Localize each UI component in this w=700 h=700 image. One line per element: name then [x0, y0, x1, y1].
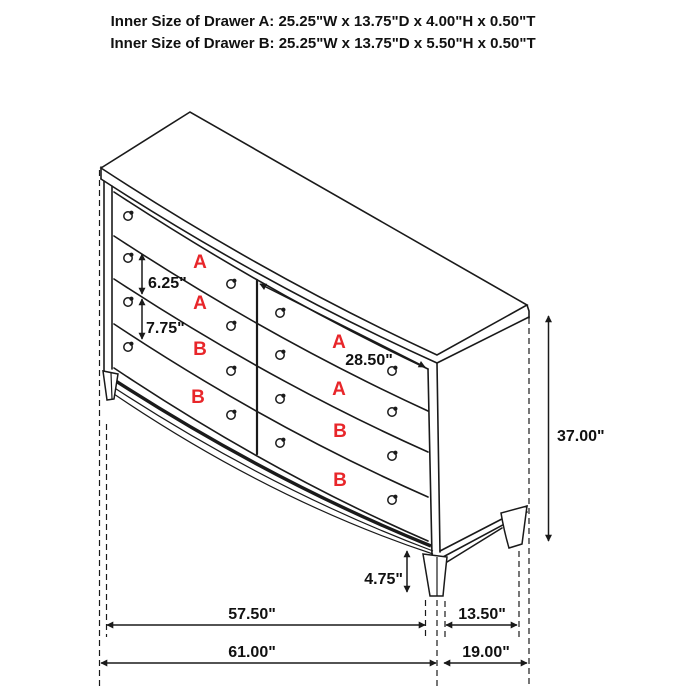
- knob-icon: [276, 308, 286, 318]
- drawer-b-inner-size-text: Inner Size of Drawer B: 25.25"W x 13.75"D x 5.50"H x 0.50"T: [110, 35, 536, 52]
- knob-icon: [124, 342, 134, 352]
- drawer-label-left-4: B: [191, 387, 205, 408]
- knob-icon: [276, 394, 286, 404]
- drawer-label-left-3: B: [193, 339, 207, 360]
- knob-icon: [227, 410, 237, 420]
- dresser-drawing: [100, 112, 530, 688]
- drawer-label-right-1: A: [332, 332, 346, 353]
- knob-icon: [388, 495, 398, 505]
- dim-label-overall-depth: 19.00": [462, 644, 510, 661]
- dim-label-drawer-a-height: 6.25": [148, 275, 187, 292]
- dim-label-side-leg-span: 13.50": [458, 606, 506, 623]
- drawer-label-left-2: A: [193, 293, 207, 314]
- knob-icon: [388, 451, 398, 461]
- knob-icon: [124, 211, 134, 221]
- knob-icon: [124, 297, 134, 307]
- dim-label-leg-height: 4.75": [364, 571, 403, 588]
- front-right-stile: [428, 363, 440, 556]
- drawer-label-right-2: A: [332, 379, 346, 400]
- knob-icon: [276, 350, 286, 360]
- drawer-label-right-4: B: [333, 470, 347, 491]
- drawer-a-inner-size-text: Inner Size of Drawer A: 25.25"W x 13.75"D x 4.00"H x 0.50"T: [110, 13, 536, 30]
- right-side-panel: [440, 318, 529, 688]
- drawer-label-left-1: A: [193, 252, 207, 273]
- dim-label-overall-height: 37.00": [557, 428, 605, 445]
- title-block: [110, 13, 535, 52]
- drawer-label-right-3: B: [333, 421, 347, 442]
- knob-icon: [388, 407, 398, 417]
- rear-right-leg: [501, 506, 527, 548]
- front-left-stile: [104, 181, 112, 371]
- knob-icon: [227, 321, 237, 331]
- front-right-leg: [423, 554, 447, 596]
- base-molding: [105, 374, 433, 554]
- knob-icon: [124, 253, 134, 263]
- knob-icon: [227, 366, 237, 376]
- knob-icon: [227, 279, 237, 289]
- dim-label-drawer-b-height: 7.75": [146, 320, 185, 337]
- dim-label-overall-width: 61.00": [228, 644, 276, 661]
- dim-label-drawer-opening-width: 28.50": [345, 352, 393, 369]
- knob-icon: [276, 438, 286, 448]
- dim-label-front-leg-span: 57.50": [228, 606, 276, 623]
